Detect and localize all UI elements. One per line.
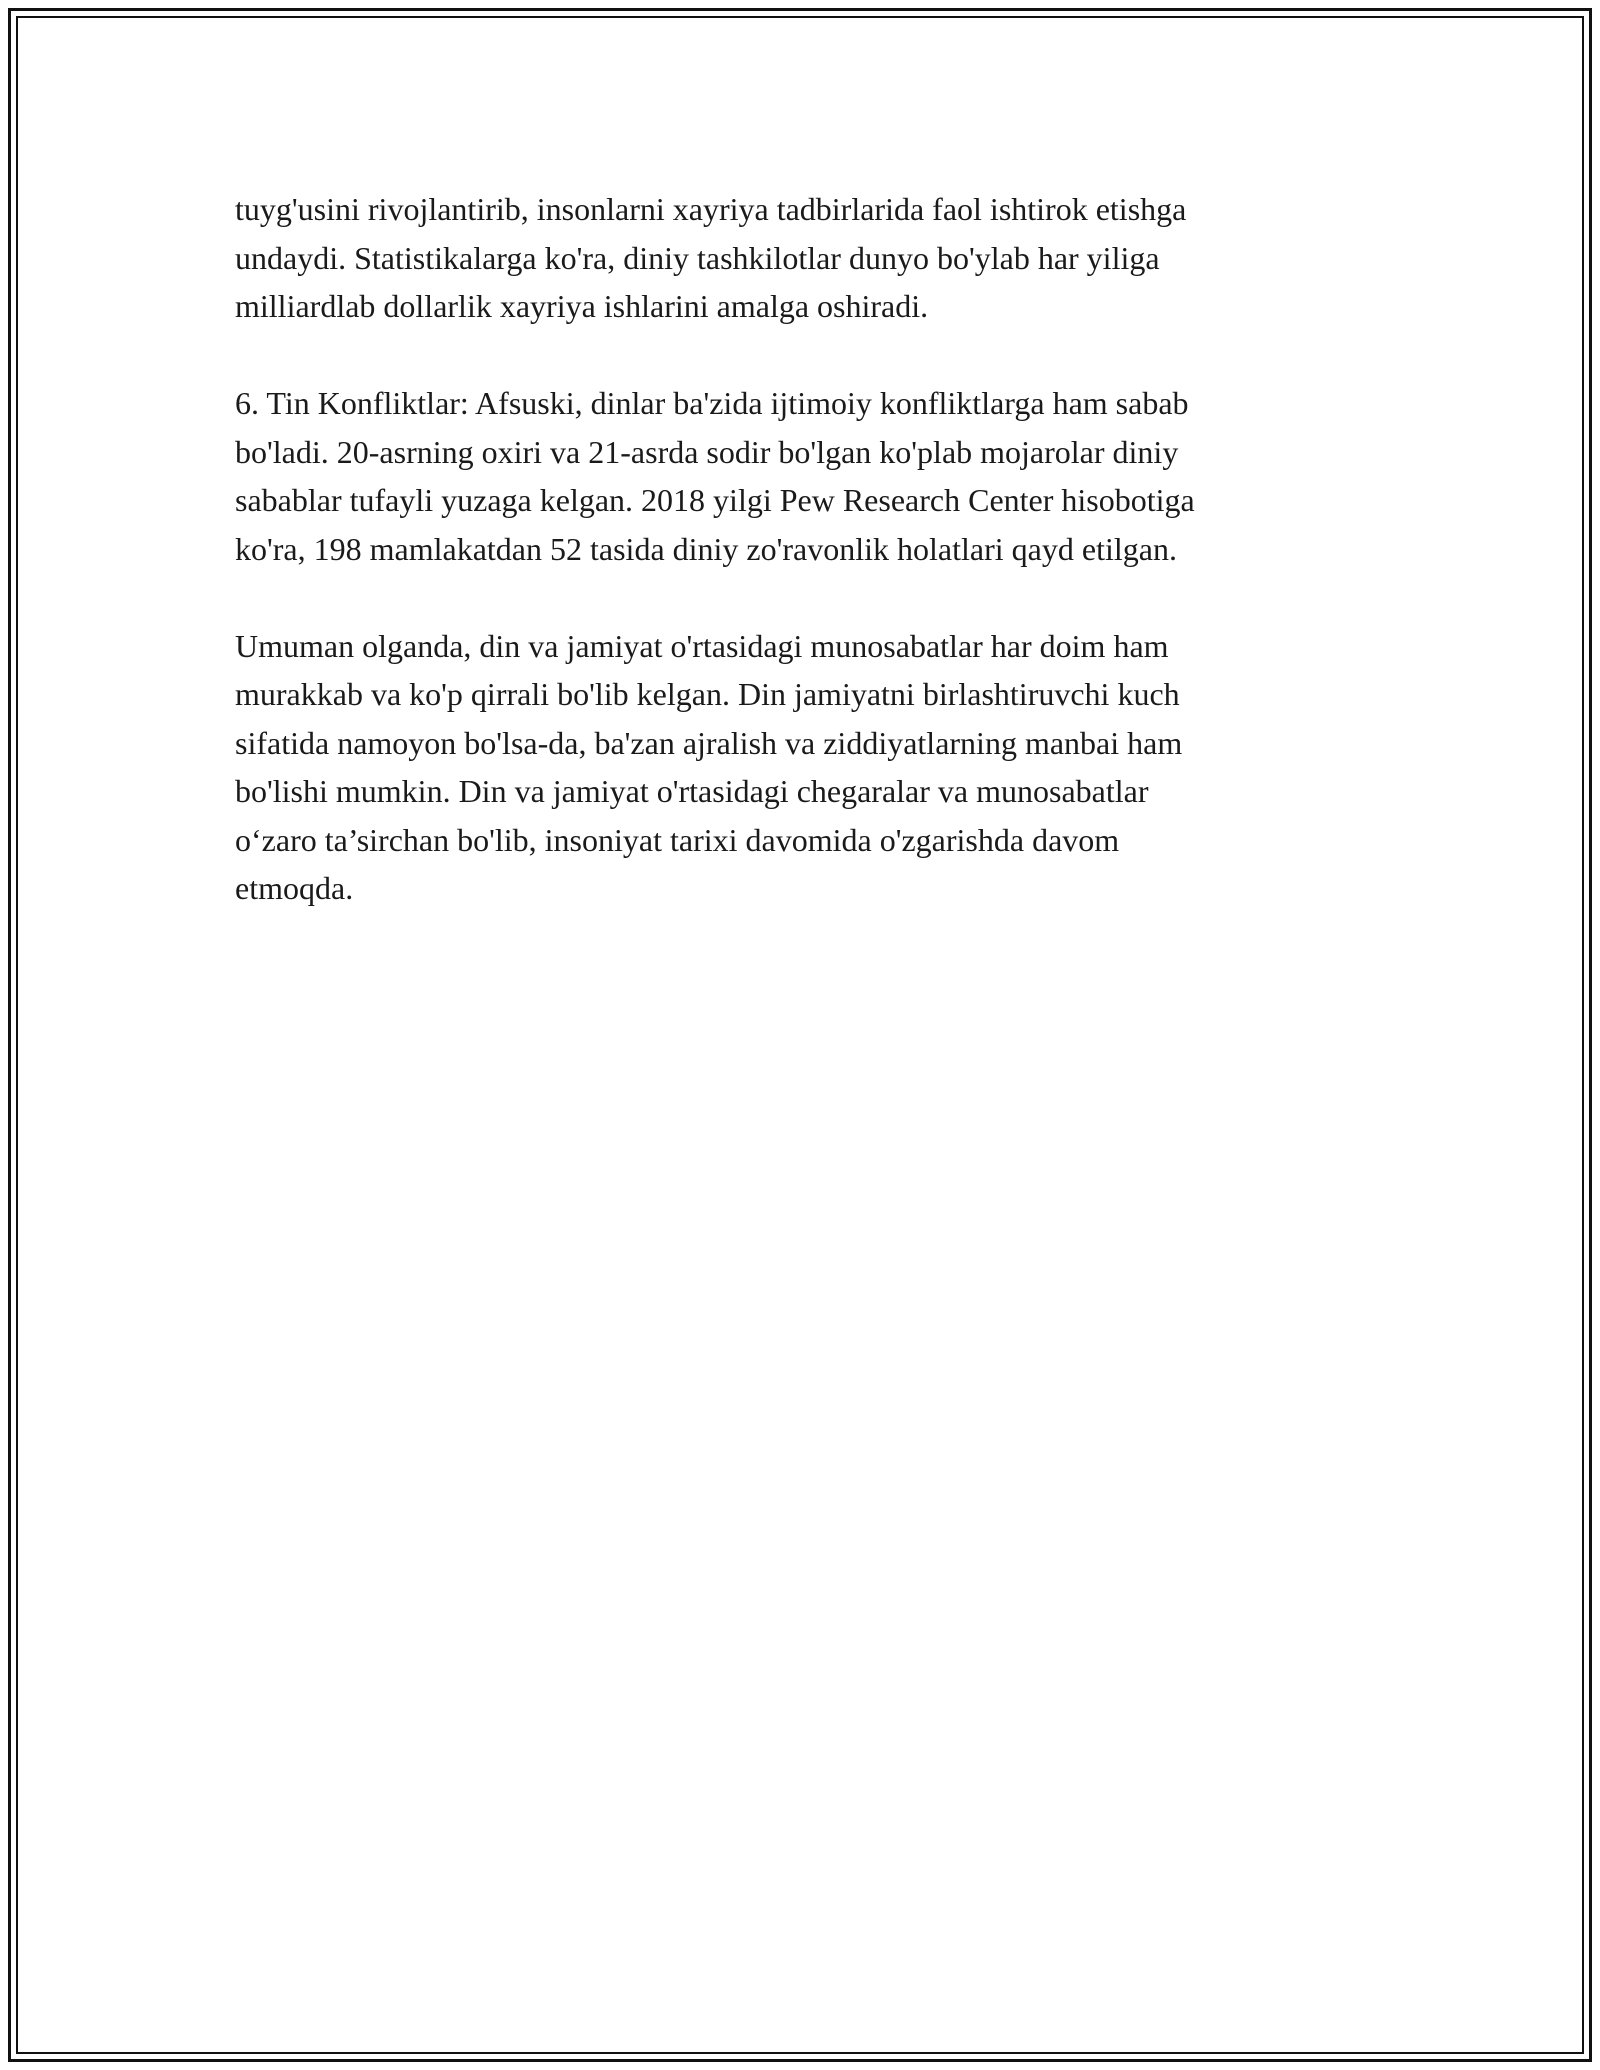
text-line: bo'ladi. 20-asrning oxiri va 21-asrda sodir bo'lgan ko'plab mojarolar diniy [235, 433, 1179, 470]
text-line: tuyg'usini rivojlantirib, insonlarni xayriya tadbirlarida faol ishtirok etishga [235, 191, 1187, 227]
text-line: bo'lishi mumkin. Din va jamiyat o'rtasidagi chegaralar va munosabatlar [235, 773, 1149, 809]
text-line: murakkab va ko'p qirrali bo'lib kelgan. Din jamiyatni birlashtiruvchi kuch [235, 676, 1180, 712]
text-line: milliardlab dollarlik xayriya ishlarini amalga oshiradi. [235, 288, 929, 324]
text-line: Umuman olganda, din va jamiyat o'rtasidagi munosabatlar har doim ham [235, 627, 1169, 664]
text-line: etmoqda. [235, 870, 354, 906]
text-line: o‘zaro ta’sirchan bo'lib, insoniyat tarixi davomida o'zgarishda davom [235, 821, 1120, 858]
document-body [235, 185, 1365, 961]
text-line: undaydi. Statistikalarga ko'ra, diniy tashkilotlar dunyo bo'ylab har yiliga [235, 239, 1160, 276]
text-line: sabablar tufayli yuzaga kelgan. 2018 yilgi Pew Research Center hisobotiga [235, 482, 1195, 518]
text-line: ko'ra, 198 mamlakatdan 52 tasida diniy zo'ravonlik holatlari qayd etilgan. [235, 530, 1177, 567]
text-line: sifatida namoyon bo'lsa-da, ba'zan ajralish va ziddiyatlarning manbai ham [235, 724, 1183, 761]
paragraph-conclusion [235, 622, 1365, 913]
text-line: 6. Tin Konfliktlar: Afsuski, dinlar ba'zida ijtimoiy konfliktlarga ham sabab [235, 385, 1189, 421]
paragraph-charity [235, 185, 1365, 331]
paragraph-conflicts [235, 379, 1365, 573]
